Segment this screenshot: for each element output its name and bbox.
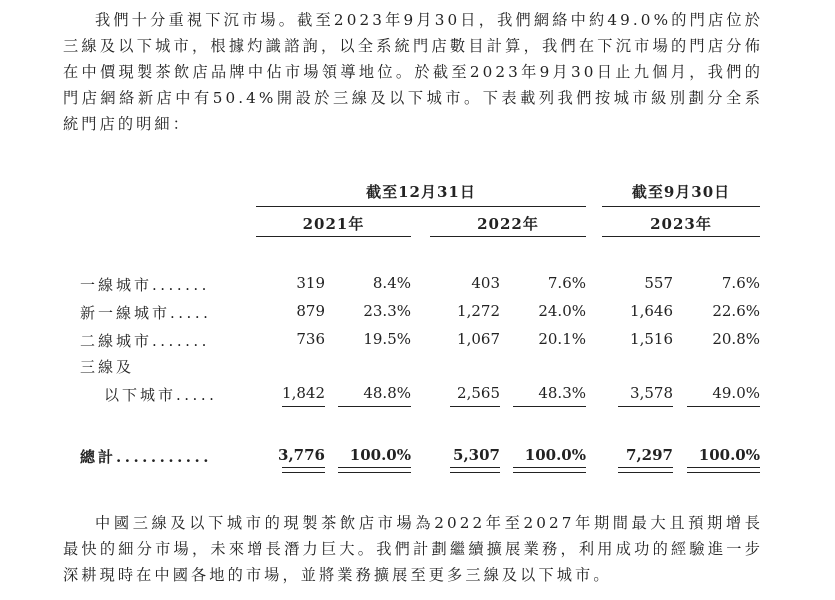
total-cell: 100.0% [349,446,411,464]
table-cell: 319 [296,274,325,292]
table-cell: 1,067 [457,330,500,348]
table-cell: 1,842 [282,384,325,402]
subtotal-rule [282,406,325,407]
total-double-rule [338,467,411,473]
header-rule-sep30 [602,206,760,207]
table-cell: 1,272 [457,302,500,320]
total-double-rule [513,467,586,473]
year-2022: 2022年 [477,215,539,233]
table-cell: 1,646 [630,302,673,320]
total-double-rule [618,467,673,473]
header-rule-dec31 [256,206,586,207]
table-cell: 20.1% [538,330,586,348]
table-cell: 8.4% [372,274,411,292]
table-cell: 20.8% [712,330,760,348]
outro-text: 中國三線及以下城市的現製茶飲店市場為2022年至2027年期間最大且預期增長最快的細分市場，未來增長潛力巨大。我們計劃繼續擴展業務，利用成功的經驗進一步深耕現時在中國各地的市場，並將業務擴展至更多三線及以下城市。 [63,514,763,584]
table-cell: 48.8% [363,384,411,402]
subtotal-rule [513,406,586,407]
table-cell: 2,565 [457,384,500,402]
subtotal-rule [450,406,500,407]
subtotal-rule [687,406,760,407]
year-2021: 2021年 [302,215,365,233]
table-cell: 7.6% [721,274,760,292]
year-rule-2021 [256,236,411,237]
outro-paragraph [63,510,763,588]
total-cell: 5,307 [453,446,500,464]
table-cell: 879 [296,302,325,320]
table-cell: 403 [471,274,500,292]
row-label-new-tier1: 新一線城市..... [80,304,212,322]
row-label-tier1: 一線城市....... [80,276,210,294]
subtotal-rule [338,406,411,407]
table-cell: 736 [296,330,325,348]
total-double-rule [282,467,325,473]
table-cell: 3,578 [630,384,673,402]
row-label-tier2: 二線城市....... [80,332,210,350]
header-sep30: 截至9月30日 [631,183,731,201]
total-cell: 100.0% [524,446,586,464]
table-cell: 48.3% [538,384,586,402]
table-cell: 7.6% [547,274,586,292]
row-label-tier3-line1: 三線及 [80,358,135,376]
intro-text: 我們十分重視下沉市場。截至2023年9月30日，我們網絡中約49.0%的門店位於三線及以下城市，根據灼識諮詢，以全系統門店數目計算，我們在下沉市場的門店分佈在中價現製茶飲店品牌中佔市場領導地位。於截至2023年9月30日止九個月，我們的門店網絡新店中有50.4%開設於三線及以下城市。下表載列我們按城市級別劃分全系統門店的明細： [63,11,763,133]
table-cell: 23.3% [363,302,411,320]
table-cell: 557 [644,274,673,292]
header-dec31: 截至12月31日 [366,183,476,201]
year-rule-2023 [602,236,760,237]
table-cell: 49.0% [712,384,760,402]
year-rule-2022 [430,236,586,237]
row-label-total: 總計........... [80,448,212,466]
subtotal-rule [618,406,673,407]
total-cell: 7,297 [626,446,673,464]
table-cell: 19.5% [363,330,411,348]
table-cell: 24.0% [538,302,586,320]
table-cell: 22.6% [712,302,760,320]
total-cell: 100.0% [698,446,760,464]
year-2023: 2023年 [650,215,712,233]
total-double-rule [450,467,500,473]
total-cell: 3,776 [278,446,325,464]
total-double-rule [687,467,760,473]
intro-paragraph [63,7,763,137]
row-label-tier3-line2: 以下城市..... [104,386,218,404]
table-cell: 1,516 [630,330,673,348]
